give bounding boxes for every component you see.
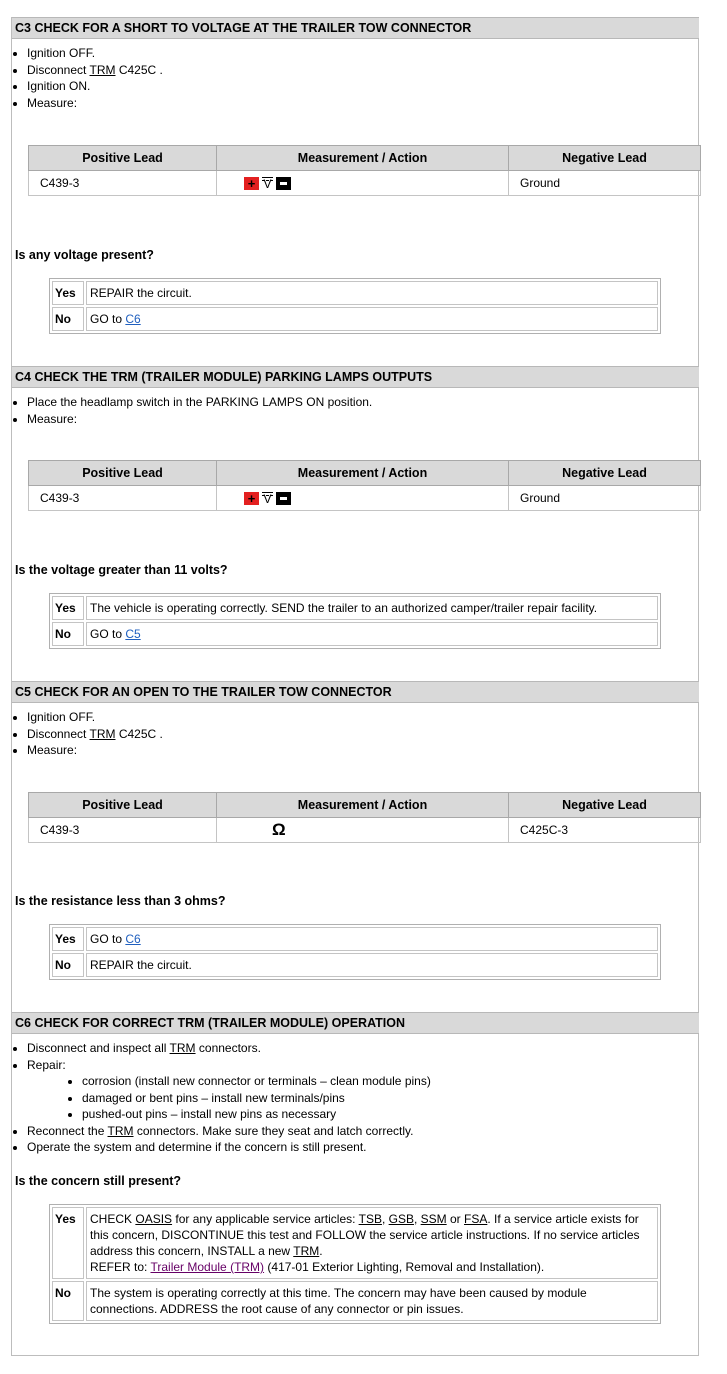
yes-label: Yes	[52, 1207, 84, 1279]
section-c4-title: C4 CHECK THE TRM (TRAILER MODULE) PARKING LAMPS OUTPUTS	[12, 366, 699, 388]
measurement-cell	[217, 818, 509, 843]
yes-no-table-c5	[49, 924, 661, 980]
dc-voltmeter-icon: + V	[244, 177, 291, 190]
oasis-abbr: OASIS	[135, 1212, 173, 1226]
list-item: Operate the system and determine if the concern is still present.	[12, 1139, 431, 1156]
section-c6-steps	[12, 1040, 431, 1156]
measurement-cell	[217, 171, 509, 196]
yes-action: CHECK OASIS for any applicable service articles: TSB, GSB, SSM or FSA. If a service article exists for this concern, DISCONTINUE this test and FOLLOW the service article instructions. If no service articles address this concern, INSTALL a new TRM. REFER to: Trailer Module (TRM) (417-01 Exterior Lighting, Removal and Installation).	[86, 1207, 658, 1279]
section-c5-title: C5 CHECK FOR AN OPEN TO THE TRAILER TOW CONNECTOR	[12, 681, 699, 703]
list-item: Ignition OFF.	[12, 709, 163, 726]
yes-label: Yes	[52, 596, 84, 620]
section-c6-title: C6 CHECK FOR CORRECT TRM (TRAILER MODULE) OPERATION	[12, 1012, 699, 1034]
measurement-table-c3	[28, 145, 701, 196]
list-item: Measure:	[12, 411, 372, 428]
section-c3-steps	[12, 45, 163, 111]
list-item: Place the headlamp switch in the PARKING LAMPS ON position.	[12, 394, 372, 411]
list-item: pushed-out pins – install new pins as necessary	[67, 1106, 431, 1123]
no-action: The system is operating correctly at this time. The concern may have been caused by module connections. ADDRESS the root cause of any connector or pin issues.	[86, 1281, 658, 1321]
section-c3-title: C3 CHECK FOR A SHORT TO VOLTAGE AT THE TRAILER TOW CONNECTOR	[12, 17, 699, 39]
dc-voltmeter-icon: + V	[244, 492, 291, 505]
tsb-abbr: TSB	[358, 1212, 382, 1226]
trm-abbr: TRM	[169, 1041, 196, 1055]
no-label: No	[52, 1281, 84, 1321]
negative-lead-cell: Ground	[509, 486, 701, 511]
no-action: GO to C5	[86, 622, 658, 646]
yes-action: GO to C6	[86, 927, 658, 951]
negative-lead-cell: Ground	[509, 171, 701, 196]
ssm-abbr: SSM	[420, 1212, 447, 1226]
question-c6: Is the concern still present?	[15, 1174, 182, 1188]
no-label: No	[52, 307, 84, 331]
gsb-abbr: GSB	[388, 1212, 414, 1226]
list-item: Disconnect TRM C425C .	[12, 62, 163, 79]
go-to-c6-link[interactable]: C6	[125, 312, 141, 326]
no-action: REPAIR the circuit.	[86, 953, 658, 977]
positive-lead-cell: C439-3	[29, 818, 217, 843]
negative-lead-cell: C425C-3	[509, 818, 701, 843]
list-item: Repair: corrosion (install new connector or terminals – clean module pins) damaged or bent pins – install new terminals/pins pushed-out pins – install new pins as necessary	[12, 1057, 431, 1123]
measurement-table-c5	[28, 792, 701, 843]
positive-lead-cell: C439-3	[29, 171, 217, 196]
list-item: damaged or bent pins – install new terminals/pins	[67, 1090, 431, 1107]
yes-action: REPAIR the circuit.	[86, 281, 658, 305]
trm-abbr: TRM	[89, 726, 116, 741]
yes-no-table-c6	[49, 1204, 661, 1324]
go-to-c5-link[interactable]: C5	[125, 627, 141, 641]
yes-label: Yes	[52, 281, 84, 305]
measurement-cell	[217, 486, 509, 511]
trailer-module-link[interactable]: Trailer Module (TRM)	[150, 1260, 265, 1274]
section-c4-steps	[12, 394, 372, 427]
column-header: Negative Lead	[509, 461, 701, 486]
positive-lead-cell: C439-3	[29, 486, 217, 511]
question-c5: Is the resistance less than 3 ohms?	[15, 894, 226, 908]
measurement-table-c4	[28, 460, 701, 511]
column-header: Positive Lead	[29, 793, 217, 818]
yes-no-table-c4	[49, 593, 661, 649]
fsa-abbr: FSA	[464, 1212, 488, 1226]
column-header: Measurement / Action	[217, 146, 509, 171]
no-label: No	[52, 953, 84, 977]
column-header: Negative Lead	[509, 146, 701, 171]
question-c3: Is any voltage present?	[15, 248, 154, 262]
list-item: Disconnect and inspect all TRM connectors.	[12, 1040, 431, 1057]
yes-action: The vehicle is operating correctly. SEND the trailer to an authorized camper/trailer repair facility.	[86, 596, 658, 620]
list-item: Measure:	[12, 742, 163, 759]
column-header: Measurement / Action	[217, 461, 509, 486]
list-item: Disconnect TRM C425C .	[12, 726, 163, 743]
trm-abbr: TRM	[89, 62, 116, 77]
question-c4: Is the voltage greater than 11 volts?	[15, 563, 228, 577]
list-item: Ignition ON.	[12, 78, 163, 95]
column-header: Positive Lead	[29, 146, 217, 171]
column-header: Measurement / Action	[217, 793, 509, 818]
column-header: Positive Lead	[29, 461, 217, 486]
trm-abbr: TRM	[107, 1123, 134, 1138]
section-c5-steps	[12, 709, 163, 759]
no-action: GO to C6	[86, 307, 658, 331]
ohmmeter-icon: Ω	[272, 820, 286, 839]
list-item: Ignition OFF.	[12, 45, 163, 62]
list-item: Measure:	[12, 95, 163, 112]
list-item: Reconnect the TRM connectors. Make sure they seat and latch correctly.	[12, 1123, 431, 1140]
no-label: No	[52, 622, 84, 646]
column-header: Negative Lead	[509, 793, 701, 818]
yes-no-table-c3	[49, 278, 661, 334]
go-to-c6-link[interactable]: C6	[125, 932, 141, 946]
yes-label: Yes	[52, 927, 84, 951]
list-item: corrosion (install new connector or terminals – clean module pins)	[67, 1073, 431, 1090]
trm-abbr: TRM	[293, 1244, 320, 1258]
